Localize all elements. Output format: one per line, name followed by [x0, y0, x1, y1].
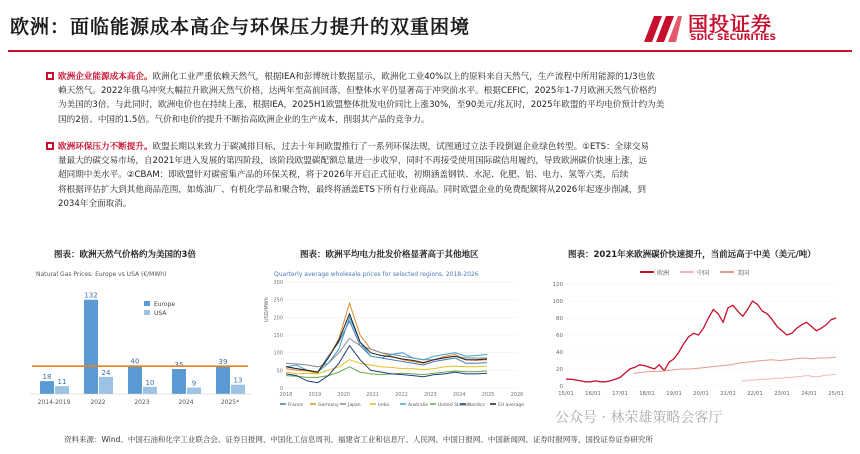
- carbon-price-chart: [544, 262, 844, 412]
- y-tick-label: 0: [279, 386, 283, 392]
- legend-label: India: [378, 403, 390, 408]
- chart2-ylabel: USD/MWh: [264, 297, 270, 322]
- bar-europe: [216, 366, 230, 394]
- legend-swatch-europe: [144, 301, 150, 306]
- bar-europe: [128, 365, 142, 394]
- gas-price-chart: [24, 262, 256, 412]
- x-tick-label: 2022: [395, 392, 408, 398]
- x-tick-label: 2024: [452, 392, 466, 398]
- x-tick-label: 15/01: [558, 391, 574, 397]
- x-tick-label: 2023: [424, 392, 437, 398]
- legend-label: 美国: [737, 270, 750, 277]
- bar-usa: [231, 385, 245, 394]
- y-tick-label: 100: [552, 299, 563, 305]
- paragraph-line: 赖天然气。2022年俄乌冲突大幅拉升欧洲天然气价格，达两年至高前回落，但整体水平仍显著高于冲突前水平。根据CEFIC，2025年1-7月欧洲天然气价格约: [58, 86, 657, 97]
- x-tick-label: 2025*: [220, 399, 240, 406]
- y-tick-label: 20: [556, 367, 563, 373]
- bar-europe: [172, 369, 186, 394]
- bar-value-label: 18: [42, 373, 52, 382]
- watermark: 公众号 · 林荣雄策略会客厅: [555, 410, 723, 426]
- x-tick-label: 24/01: [801, 391, 817, 397]
- legend-label: Nordics: [468, 403, 485, 408]
- bar-europe: [84, 300, 98, 394]
- x-tick-label: 2020: [337, 392, 351, 398]
- series-line: [286, 317, 487, 372]
- paragraph-lead: 欧洲企业能源成本高企。: [58, 72, 153, 82]
- paragraph-line: 2034年全面取消。: [58, 198, 132, 209]
- bar-europe: [40, 381, 54, 394]
- legend-label: Germany: [318, 403, 339, 408]
- chart-caption-carbon: 图表：2021年来欧洲碳价快速提升，当前远高于中美（美元/吨）: [568, 250, 816, 260]
- y-tick-label: 80: [556, 316, 563, 322]
- legend-label: EU average: [498, 403, 524, 408]
- power-price-chart: [262, 262, 524, 412]
- x-tick-label: 19/01: [666, 391, 682, 397]
- series-line: [286, 314, 487, 372]
- x-tick-label: 2019: [308, 392, 322, 398]
- legend-label: Australia: [408, 403, 428, 408]
- legend-swatch-usa: [144, 310, 150, 315]
- paragraph-line: 将根据评估扩大到其他商品范围，如炼油厂、有机化学品和聚合物，最终将涵盖ETS下所有行业商品。同时欧盟企业的免费配额将从2026年起逐步削减，到: [58, 184, 647, 195]
- bar-value-label: 10: [145, 378, 155, 387]
- paragraph-environment: [44, 140, 840, 211]
- bar-usa: [143, 387, 157, 394]
- x-tick-label: 2021: [366, 392, 379, 398]
- legend-label: United States: [438, 403, 469, 408]
- x-tick-label: 22/01: [747, 391, 763, 397]
- x-tick-label: 2023: [134, 399, 150, 406]
- legend-label: Japan: [348, 403, 361, 408]
- logo-subtext: SDIC SECURITIES: [690, 33, 776, 43]
- bar-value-label: 132: [84, 291, 98, 300]
- series-line: [286, 321, 487, 372]
- y-tick-label: 60: [556, 333, 563, 339]
- series-line-eu: [566, 301, 836, 382]
- bar-value-label: 9: [191, 379, 197, 388]
- paragraph-energy-cost: [44, 70, 840, 127]
- bar-usa: [99, 377, 113, 394]
- y-tick-label: 150: [273, 333, 283, 339]
- legend-label: 欧洲: [657, 270, 670, 277]
- paragraph-line: 欧洲化工业严重依赖天然气，根据IEA和彭博统计数据显示，欧洲化工业40%以上的原料来自天然气，生产流程中所用能源的1/3也依: [152, 72, 655, 82]
- x-tick-label: 16/01: [585, 391, 601, 397]
- chart2-title: Quarterly average wholesale prices for selected regions, 2018-2026: [274, 271, 479, 278]
- bar-value-label: 40: [130, 357, 140, 366]
- x-tick-label: 20/01: [693, 391, 709, 397]
- x-tick-label: 2022: [90, 399, 106, 406]
- paragraph-line: 欧盟长期以来致力于碳减排目标，过去十年间欧盟推行了一系列环保法规，试图通过立法手段倒逼企业绿色转型。①ETS：全球交易: [152, 142, 650, 152]
- legend-label-usa: USA: [154, 310, 167, 317]
- x-tick-label: 2026: [510, 392, 524, 398]
- series-line: [286, 303, 487, 373]
- logo: [640, 6, 850, 50]
- chart-caption-gas: 图表：欧洲天然气价格约为美国的3倍: [54, 250, 196, 260]
- x-tick-label: 18/01: [639, 391, 655, 397]
- bar-usa: [55, 386, 69, 394]
- paragraph-line: 量最大的碳交易市场，自2021年进入发展的第四阶段，该阶段欧盟碳配额总量进一步收窄，同时不再接受使用国际碳信用履约，导致欧洲碳价快速上涨，远: [58, 156, 648, 167]
- x-tick-label: 2025: [481, 392, 495, 398]
- title-rule: [8, 50, 852, 52]
- paragraph-line: 超同期中美水平。②CBAM：即欧盟针对碳密集产品的环保关税，将于2026年开启正式征收，初期涵盖钢铁、水泥、化肥、铝、电力、氢等六类，后续: [58, 170, 629, 181]
- legend-label: 中国: [697, 270, 710, 277]
- x-tick-label: 2014-2019: [37, 399, 71, 406]
- y-tick-label: 300: [273, 280, 283, 286]
- x-tick-label: 2024: [178, 399, 194, 406]
- x-tick-label: 23/01: [774, 391, 790, 397]
- logo-mark-icon: [640, 8, 684, 48]
- series-line-us: [634, 357, 837, 373]
- bar-usa: [187, 388, 201, 394]
- y-tick-label: 0: [559, 384, 563, 390]
- bar-value-label: 13: [233, 376, 243, 385]
- bar-value-label: 35: [174, 361, 184, 369]
- legend-label: France: [288, 403, 303, 408]
- y-tick-label: 120: [552, 282, 563, 288]
- y-tick-label: 50: [276, 368, 283, 375]
- x-tick-label: 2018: [279, 392, 293, 398]
- x-tick-label: 17/01: [612, 391, 628, 397]
- y-tick-label: 100: [273, 350, 283, 357]
- legend-label-europe: Europe: [154, 301, 176, 308]
- y-tick-label: 250: [273, 297, 283, 304]
- chart1-title: Natural Gas Prices: Europe vs USA (€/MWh): [36, 271, 167, 278]
- source-footnote: 资料来源：Wind、中国石油和化学工业联合会、证券日报网、中国化工信息周刊、福建省工业和信息厅、人民网、中国日报网、中国新闻网、证券时报网等，国投证券证券研究所: [64, 435, 653, 444]
- logo-text: 国投证券: [688, 12, 772, 36]
- page-title: 欧洲：面临能源成本高企与环保压力提升的双重困境: [10, 16, 471, 38]
- paragraph-line: 国的2倍、中国的1.5倍。气价和电价的提升不断抬高欧洲企业的生产成本，削弱其产品的竞争力。: [58, 114, 430, 125]
- x-tick-label: 21/01: [720, 391, 736, 397]
- y-tick-label: 40: [556, 350, 563, 356]
- y-tick-label: 200: [273, 315, 283, 322]
- bar-value-label: 24: [101, 368, 111, 377]
- paragraph-lead: 欧洲环保压力不断提升。: [58, 142, 153, 152]
- bar-value-label: 11: [57, 378, 67, 387]
- x-tick-label: 25/01: [828, 391, 844, 397]
- series-line-cn: [742, 374, 837, 381]
- bar-value-label: 39: [218, 358, 228, 367]
- chart-caption-power: 图表：欧洲平均电力批发价格显著高于其他地区: [300, 250, 479, 260]
- paragraph-line: 为美国的3倍。与此同时，欧洲电价也在持续上涨，根据IEA，2025H1欧盟整体批发电价同比上涨30%，至90美元/兆瓦时，2025年欧盟的平均电价预计约为美: [58, 100, 665, 111]
